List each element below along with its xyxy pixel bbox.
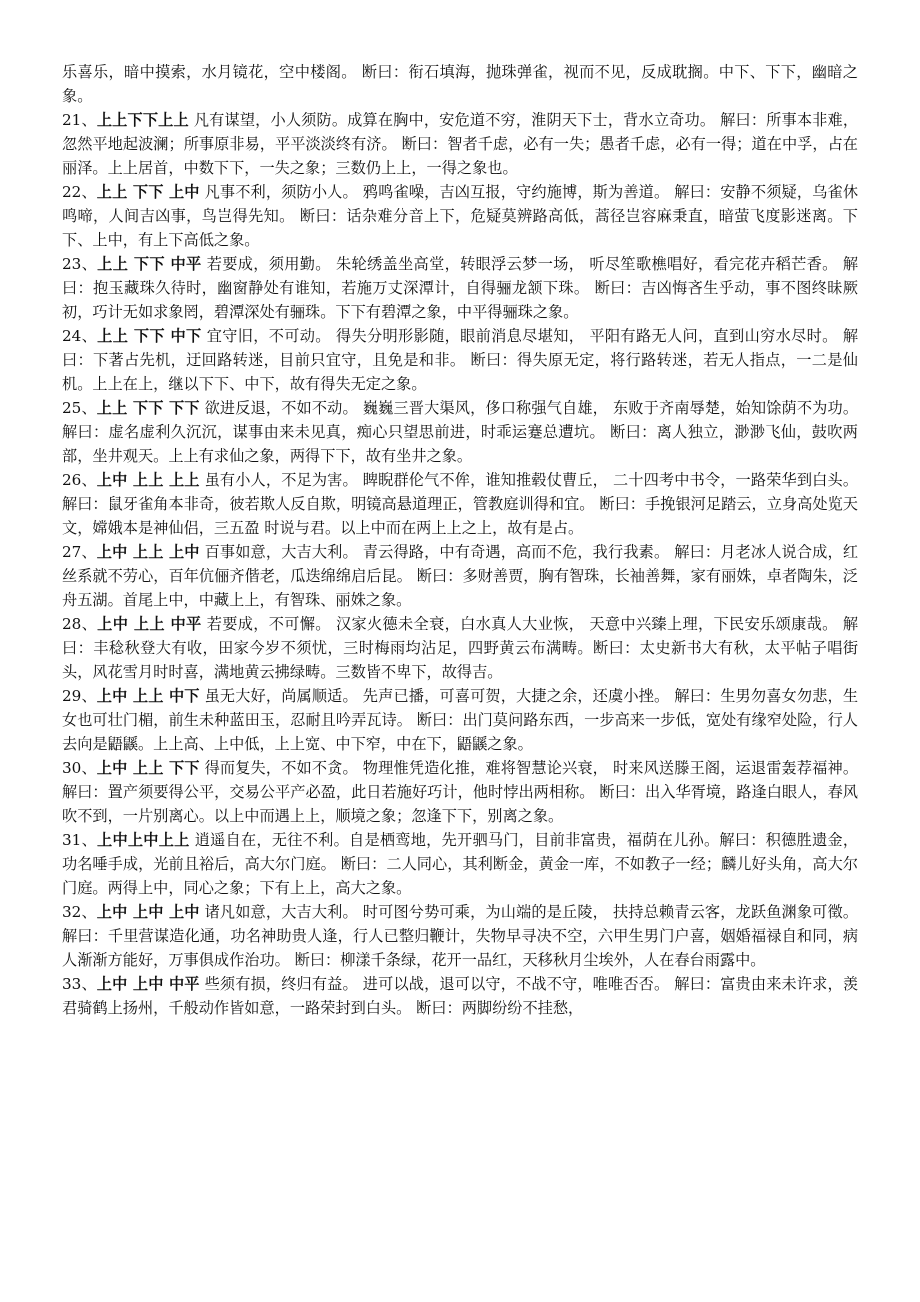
entry-text: 若要成，须用勤。 朱轮绣盖坐高堂，转眼浮云梦一场， 听尽笙歌樵唱好，看完花卉稻芒香。 解曰：抱玉藏珠久待时，幽窗静处有谁知，若施万丈深潭计，自得骊龙颔下珠。 断曰：吉凶悔吝生乎动，事不图终昧厥初，巧计无如求象罔，碧潭深处有骊珠。下下有碧潭之象，中平得骊珠之象。 xyxy=(62,255,859,321)
entry-levels: 上中 上上 上中 xyxy=(96,543,200,561)
entry-levels: 上上下下上上 xyxy=(96,111,189,129)
entry-paragraph xyxy=(62,900,858,972)
entry-levels: 上上 下下 中平 xyxy=(97,255,202,273)
entry-number: 27、 xyxy=(62,543,97,561)
entry-text: 欲进反退，不如不动。 巍巍三晋大渠风，侈口称强气自雄， 东败于齐南辱楚，始知馀荫不为功。 解曰：虚名虚利久沉沉，谋事由来未见真，痴心只望思前进，时乖运蹇总遭坑。 断曰：离人独立，渺渺飞仙，鼓吹两部，坐井观天。上上有求仙之象，两得下下，故有坐井之象。 xyxy=(62,399,859,465)
entry-paragraph xyxy=(62,396,858,468)
entry-levels: 上中上中上上 xyxy=(97,831,190,849)
entry-number: 22、 xyxy=(62,183,97,201)
entry-paragraph xyxy=(62,108,858,180)
entry-number: 32、 xyxy=(62,903,97,921)
entry-number: 30、 xyxy=(62,759,97,777)
entry-text: 百事如意，大吉大利。 青云得路，中有奇遇，高而不危，我行我素。 解曰：月老冰人说合成，红丝系就不劳心，百年伉俪齐偕老，瓜迭绵绵启后昆。 断曰：多财善贾，胸有智珠，长袖善舞，家有丽姝，卓者陶朱，泛舟五湖。首尾上中，中藏上上，有智珠、丽姝之象。 xyxy=(62,543,859,609)
entry-paragraph xyxy=(62,756,858,828)
entry-paragraph xyxy=(62,324,858,396)
entry-number: 33、 xyxy=(62,975,97,993)
entry-levels: 上上 下下 上中 xyxy=(96,183,200,201)
entry-levels: 上上 下下 下下 xyxy=(96,399,200,417)
entry-levels: 上中 上中 中平 xyxy=(96,975,200,993)
entry-text: 若要成，不可懈。 汉家火德未全衰，白水真人大业恢， 天意中兴臻上理，下民安乐颂康哉。 解曰：丰稔秋登大有收，田家今岁不须忧，三时梅雨均沾足，四野黄云布满畴。断曰：太史新书大有秋，太平帖子唱街头，风花雪月时时喜，满地黄云拂绿畴。三数皆不卑下，故得吉。 xyxy=(62,615,859,681)
entry-text: 凡有谋望，小人须防。成算在胸中，安危道不穷，淮阴天下士，背水立奇功。 解曰：所事本非难，忽然平地起波澜；所事原非易，平平淡淡终有济。 断曰：智者千虑，必有一失；愚者千虑，必有一得；道在中孚，占在丽泽。上上居首，中数下下，一失之象；三数仍上上，一得之象也。 xyxy=(62,111,859,177)
entry-number: 23、 xyxy=(62,255,98,273)
entry-levels: 上中 上上 中下 xyxy=(96,687,200,705)
entry-number: 29、 xyxy=(62,687,97,705)
entry-levels: 上中 上上 中平 xyxy=(97,615,202,633)
entry-levels: 上中 上上 上上 xyxy=(96,471,200,489)
intro-paragraph: 乐喜乐，暗中摸索，水月镜花，空中楼阁。 断曰：衔石填海，抛珠弹雀，视而不见，反成耽搁。中下、下下，幽暗之象。 xyxy=(62,63,858,105)
entry-text: 虽有小人，不足为害。 睥睨群伦气不侔，谁知推毂仗曹丘， 二十四考中书令，一路荣华到白头。 解曰：鼠牙雀角本非奇，彼若欺人反自欺，明镜高悬道理正，管教庭训得和宜。 断曰：手挽银河足踏云，立身高处览天文，嫦娥本是神仙侣，三五盈 时说与君。以上中而在两上上之上，故有是占。 xyxy=(62,471,859,537)
entry-number: 21、 xyxy=(62,111,97,129)
entry-paragraph xyxy=(62,972,858,1020)
entry-paragraph xyxy=(62,180,858,252)
entry-number: 25、 xyxy=(62,399,97,417)
entry-text: 得而复失，不如不贪。 物理惟凭造化推，难将智慧论兴衰， 时来风送滕王阁，运退雷轰荐福神。 解曰：置产须要得公平，交易公平产必盈，此日若施好巧计，他时悖出两相称。 断曰：出入华胥境，路逢白眼人，春风吹不到，一片别离心。以上中而遇上上，顺境之象；忽逢下下，别离之象。 xyxy=(62,759,859,825)
entry-number: 26、 xyxy=(62,471,97,489)
entry-paragraph xyxy=(62,612,858,684)
entry-text: 诸凡如意，大吉大利。 时可图兮势可乘，为山端的是丘陵， 扶持总赖青云客，龙跃鱼渊象可徵。 解曰：千里营谋造化通，功名神助贵人逢，行人已整归鞭计，失物早寻决不空，六甲生男门户喜，姻婚福禄自和同，病人渐渐方能好，万事俱成作治功。 断曰：柳漾千条绿，花开一品红，天移秋月尘埃外，人在春台雨露中。 xyxy=(62,903,859,969)
entry-number: 24、 xyxy=(62,327,98,345)
entry-text: 凡事不利，须防小人。 鸦鸣雀噪，吉凶互报，守约施博，斯为善道。 解曰：安静不须疑，乌雀休鸣啼，人间吉凶事，鸟岂得先知。 断曰：话杂难分音上下，危疑莫辨路高低，蒿径岂容麻秉直，暗萤飞度影迷离。下下、上中，有上下高低之象。 xyxy=(62,183,859,249)
entry-number: 31、 xyxy=(62,831,98,849)
entry-text: 宜守旧，不可动。 得失分明形影随，眼前消息尽堪知， 平阳有路无人问，直到山穷水尽时。 解曰：下著占先机，迂回路转迷，目前只宜守，且免是和非。 断曰：得失原无定，将行路转迷，若无人指点，一二是仙机。上上在上，继以下下、中下，故有得失无定之象。 xyxy=(62,327,859,393)
entry-levels: 上中 上中 上中 xyxy=(96,903,200,921)
entry-paragraph xyxy=(62,684,858,756)
entry-paragraph xyxy=(62,468,858,540)
entry-paragraph xyxy=(62,252,858,324)
entry-paragraph xyxy=(62,828,858,900)
entry-number: 28、 xyxy=(62,615,98,633)
entry-text: 逍遥自在，无往不利。自是栖鸾地，先开驷马门，目前非富贵，福荫在儿孙。解曰：积德胜遗金，功名唾手成，光前且裕后，高大尔门庭。 断曰：二人同心，其利断金，黄金一库，不如教子一经；麟儿好头角，高大尔门庭。两得上中，同心之象；下有上上，高大之象。 xyxy=(62,831,859,897)
entry-levels: 上中 上上 下下 xyxy=(96,759,200,777)
entry-levels: 上上 下下 中下 xyxy=(97,327,202,345)
entry-text: 些须有损，终归有益。 进可以战，退可以守，不战不守，唯唯否否。 解曰：富贵由来未许求，羡君骑鹤上扬州，千般动作皆如意，一路荣封到白头。 断曰：两脚纷纷不挂愁， xyxy=(62,975,859,1017)
entry-paragraph xyxy=(62,540,858,612)
entry-text: 虽无大好，尚属顺适。 先声已播，可喜可贺，大捷之余，还虞小挫。 解曰：生男勿喜女勿悲，生女也可壮门楣，前生未种蓝田玉，忍耐且吟弄瓦诗。 断曰：出门莫问路东西，一步高来一步低，宽处有缘窄处险，行人去向是鼯鼷。上上高、上中低，上上宽、中下窄，中在下，鼯鼷之象。 xyxy=(62,687,859,753)
divination-entries xyxy=(62,108,858,1020)
